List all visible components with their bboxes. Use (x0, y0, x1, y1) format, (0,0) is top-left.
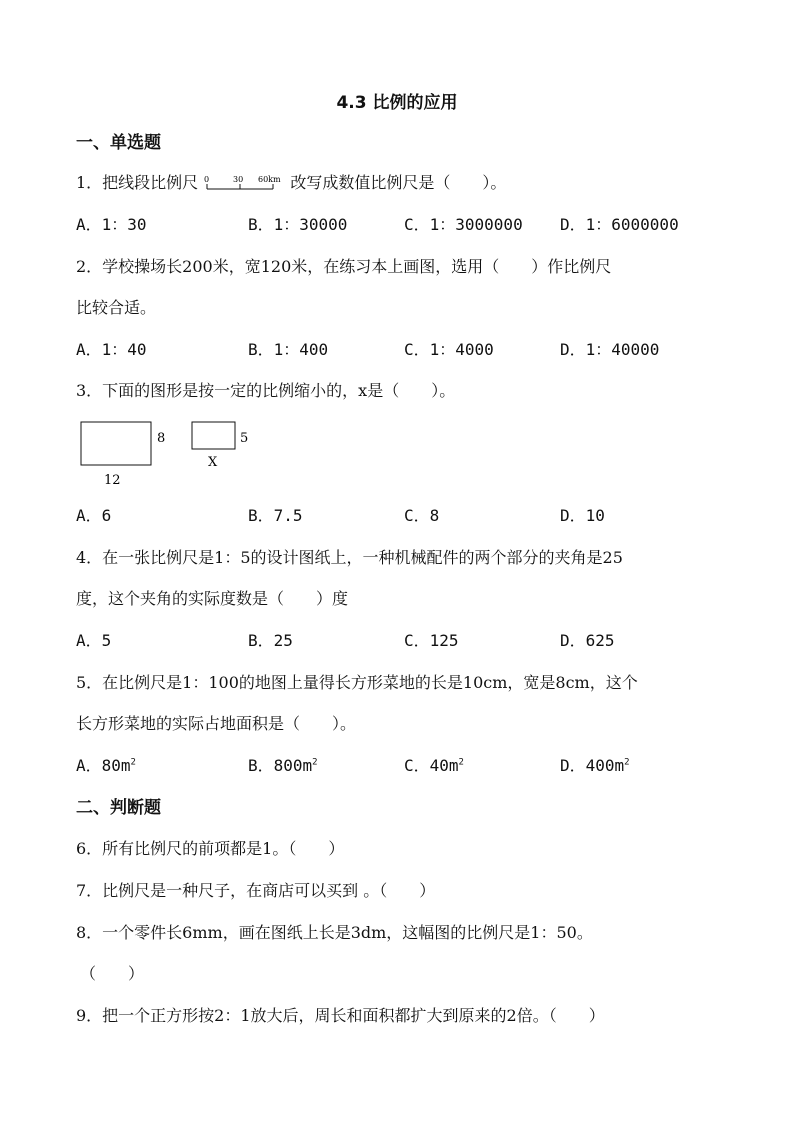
question-1-text-after: 改写成数值比例尺是（ ）。 (290, 173, 507, 192)
q4-option-d[interactable]: D．625 (560, 631, 615, 650)
question-7: 7．比例尺是一种尺子，在商店可以买到 。（ ） (76, 881, 436, 900)
question-2-line-1: 2．学校操场长200米，宽120米，在练习本上画图，选用（ ）作比例尺 (76, 257, 612, 276)
question-9: 9．把一个正方形按2：1放大后，周长和面积都扩大到原来的2倍。（ ） (76, 1006, 605, 1025)
q4-option-b[interactable]: B．25 (248, 631, 293, 650)
q5-option-c[interactable]: C．$40m^2$ (404, 756, 464, 775)
question-4-line-2: 度，这个夹角的实际度数是（ ）度 (76, 589, 349, 608)
q1-option-c[interactable]: C．1：3000000 (404, 215, 523, 234)
question-5-line-2: 长方形菜地的实际占地面积是（ ）。 (76, 714, 357, 733)
big-rect-height-label: 8 (157, 431, 166, 446)
question-3: 3．下面的图形是按一定的比例缩小的，x是（ ）。 (76, 381, 456, 400)
scale-label-0: 0 (204, 174, 210, 184)
q5-option-a[interactable]: A．$80m^2$ (76, 756, 136, 775)
q3-option-a[interactable]: A．6 (76, 506, 112, 525)
q2-option-d[interactable]: D．1：40000 (560, 340, 660, 359)
q1-option-b[interactable]: B．1：30000 (248, 215, 348, 234)
scale-label-30: 30 (233, 174, 244, 184)
q3-option-d[interactable]: D．10 (560, 506, 605, 525)
q2-option-c[interactable]: C．1：4000 (404, 340, 494, 359)
section-heading-true-false: 二、判断题 (76, 798, 161, 818)
q4-option-c[interactable]: C．125 (404, 631, 459, 650)
small-rectangle (192, 422, 235, 449)
small-rect-height-label: 5 (240, 431, 249, 446)
big-rect-width-label: 12 (104, 473, 121, 488)
question-1 (76, 170, 506, 195)
q3-option-c[interactable]: C．8 (404, 506, 440, 525)
question-5-line-1: 5．在比例尺是1：100的地图上量得长方形菜地的长是10cm，宽是8cm，这个 (76, 673, 638, 692)
rectangles-figure (76, 418, 276, 490)
question-6: 6．所有比例尺的前项都是1。（ ） (76, 839, 345, 858)
line-segment-scale-figure (203, 173, 285, 195)
scale-label-60km: 60km (258, 174, 281, 184)
section-heading-single-choice: 一、单选题 (76, 133, 161, 153)
q5-option-d[interactable]: D．$400m^2$ (560, 756, 630, 775)
q5-option-b[interactable]: B．$800m^2$ (248, 756, 318, 775)
q3-option-b[interactable]: B．7.5 (248, 506, 303, 525)
big-rectangle (81, 422, 151, 465)
question-4-line-1: 4．在一张比例尺是1：5的设计图纸上，一种机械配件的两个部分的夹角是25 (76, 548, 623, 567)
q1-option-a[interactable]: A．1：30 (76, 215, 147, 234)
q2-option-b[interactable]: B．1：400 (248, 340, 329, 359)
page-title: 4.3 比例的应用 (336, 93, 458, 113)
q1-option-d[interactable]: D．1：6000000 (560, 215, 679, 234)
q4-option-a[interactable]: A．5 (76, 631, 112, 650)
question-1-text-before: 1．把线段比例尺 (76, 173, 199, 192)
q2-option-a[interactable]: A．1：40 (76, 340, 147, 359)
question-2-line-2: 比较合适。 (76, 298, 157, 317)
small-rect-width-label: X (208, 455, 218, 470)
question-8-line-1: 8．一个零件长6mm，画在图纸上长是3dm，这幅图的比例尺是1：50。 (76, 923, 593, 942)
question-8-answer-bracket[interactable]: （ ） (80, 964, 145, 983)
